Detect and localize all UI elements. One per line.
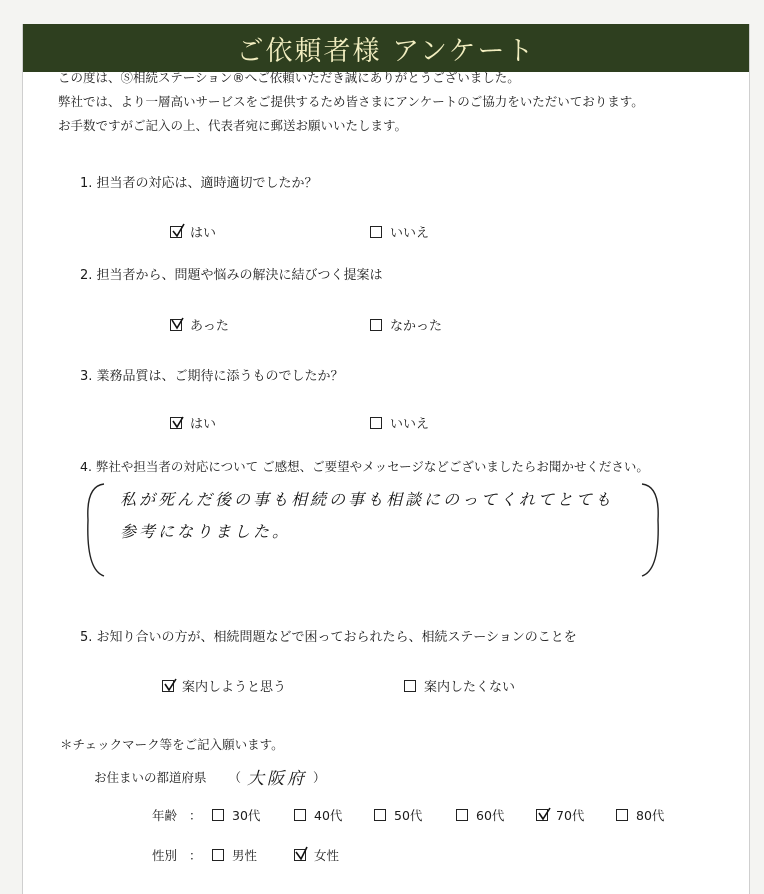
- gender-female[interactable]: [294, 846, 339, 864]
- prefecture-value[interactable]: 大阪府: [247, 769, 308, 789]
- question-4: 4. 弊社や担当者の対応について ご感想、ご要望やメッセージなどございましたらお聞かせください。: [80, 459, 649, 474]
- q2-no-label: なかった: [390, 319, 443, 334]
- q2-yes-label: あった: [190, 319, 229, 334]
- prefecture-label: お住まいの都道府県: [94, 769, 207, 785]
- prefecture-close-paren: ）: [313, 769, 326, 785]
- q2-option-no[interactable]: [370, 315, 442, 334]
- checkbox-checked-icon[interactable]: [170, 226, 182, 238]
- question-1: 1. 担当者の対応は、適時適切でしたか？: [80, 176, 318, 191]
- age-label-row: [152, 806, 202, 824]
- q5-yes-label: 案内しようと思う: [182, 680, 287, 695]
- gender-male[interactable]: [212, 846, 257, 864]
- q3-option-no[interactable]: [370, 413, 429, 432]
- checkbox-checked-icon[interactable]: [162, 680, 174, 692]
- age-50[interactable]: [374, 806, 422, 824]
- checkbox-checked-icon[interactable]: [536, 809, 548, 821]
- age-30[interactable]: [212, 806, 260, 824]
- age-60-label: 60代: [476, 808, 505, 823]
- q1-option-yes[interactable]: [170, 222, 216, 241]
- age-80-label: 80代: [636, 808, 665, 823]
- age-80[interactable]: [616, 806, 664, 824]
- age-50-label: 50代: [394, 808, 423, 823]
- question-3: 3. 業務品質は、ご期待に添うものでしたか？: [80, 369, 344, 384]
- question-2: 2. 担当者から、問題や悩みの解決に結びつく提案は: [80, 268, 383, 283]
- checkbox-empty-icon[interactable]: [212, 809, 224, 821]
- intro-line-3: お手数ですがご記入の上、代表者宛に郵送お願いいたします。: [58, 118, 408, 133]
- checkbox-empty-icon[interactable]: [616, 809, 628, 821]
- q2-option-yes[interactable]: [170, 315, 229, 334]
- prefecture-open-paren: （: [228, 769, 242, 785]
- q1-yes-label: はい: [190, 226, 217, 241]
- q1-option-no[interactable]: [370, 222, 429, 241]
- header-banner: [23, 24, 749, 72]
- q5-option-yes[interactable]: [162, 676, 286, 695]
- checkbox-empty-icon[interactable]: [370, 319, 382, 331]
- age-30-label: 30代: [232, 808, 261, 823]
- q3-option-yes[interactable]: [170, 413, 216, 432]
- intro-line-1: この度は、Ⓢ相続ステーション®へご依頼いただき誠にありがとうございました。: [58, 70, 520, 85]
- checkbox-empty-icon[interactable]: [374, 809, 386, 821]
- prefecture-row: [94, 764, 326, 789]
- age-40-label: 40代: [314, 808, 343, 823]
- checkbox-empty-icon[interactable]: [370, 417, 382, 429]
- age-70[interactable]: [536, 806, 584, 824]
- age-colon: ：: [189, 808, 202, 823]
- survey-title: ご依頼者様 アンケート: [236, 35, 536, 67]
- gender-male-label: 男性: [232, 848, 258, 863]
- gender-label-row: [152, 846, 202, 864]
- comment-answer[interactable]: [120, 462, 640, 548]
- checkbox-checked-icon[interactable]: [294, 849, 306, 861]
- q3-yes-label: はい: [190, 417, 217, 432]
- checkbox-empty-icon[interactable]: [212, 849, 224, 861]
- gender-female-label: 女性: [314, 848, 340, 863]
- checkbox-checked-icon[interactable]: [170, 417, 182, 429]
- answer-line-1: 私が死んだ後の事も相続の事も相談にのってくれてとても: [120, 490, 614, 509]
- gender-colon: ：: [189, 848, 202, 863]
- q5-option-no[interactable]: [404, 676, 515, 695]
- answer-line-2: 参考になりました。: [120, 522, 292, 541]
- age-60[interactable]: [456, 806, 504, 824]
- intro-text: [58, 66, 644, 138]
- checkbox-empty-icon[interactable]: [370, 226, 382, 238]
- q3-no-label: いいえ: [390, 417, 430, 432]
- checkbox-empty-icon[interactable]: [294, 809, 306, 821]
- age-40[interactable]: [294, 806, 342, 824]
- age-label: 年齢: [152, 808, 178, 823]
- q5-no-label: 案内したくない: [424, 680, 516, 695]
- checkbox-checked-icon[interactable]: [170, 319, 182, 331]
- intro-line-2: 弊社では、より一層高いサービスをご提供するため皆さまにアンケートのご協力をいただいております。: [58, 94, 644, 109]
- checkbox-empty-icon[interactable]: [456, 809, 468, 821]
- question-5: 5. お知り合いの方が、相続問題などで困っておられたら、相続ステーションのことを: [80, 630, 577, 645]
- checkmark-note: ＊チェックマーク等をご記入願います。: [60, 737, 284, 752]
- gender-label: 性別: [152, 848, 178, 863]
- q1-no-label: いいえ: [390, 226, 430, 241]
- checkbox-empty-icon[interactable]: [404, 680, 416, 692]
- age-70-label: 70代: [556, 808, 585, 823]
